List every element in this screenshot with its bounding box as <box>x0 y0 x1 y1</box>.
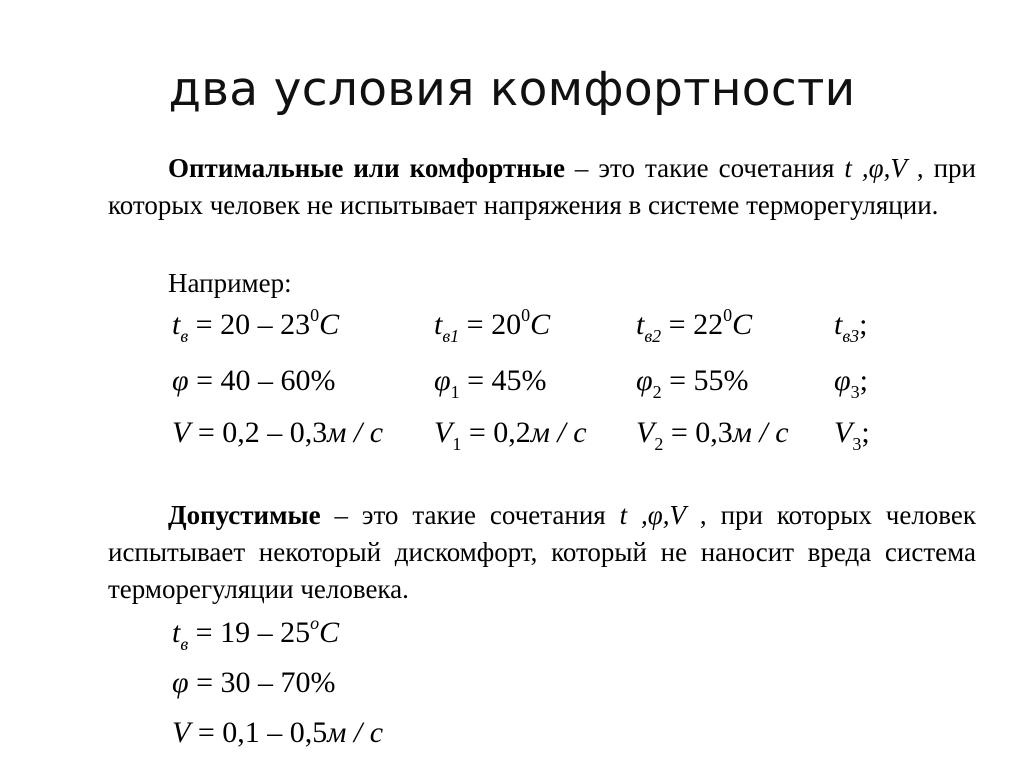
optimal-paragraph <box>108 150 976 224</box>
acceptable-paragraph <box>108 497 976 608</box>
formula-t2: $t_{в2} = 22^0C$ <box>636 305 753 346</box>
acceptable-text-before: – это такие сочетания <box>320 500 620 530</box>
optimal-vars: t ,φ,V <box>844 153 907 183</box>
acceptable-row-temperature <box>172 613 972 668</box>
optimal-term: Оптимальные или комфортные <box>168 153 565 183</box>
formula-phi3: $\varphi_3$; <box>834 364 868 402</box>
formula-phi: φ = 40 – 60% <box>172 364 336 397</box>
formula-v: V = 0,2 – 0,3м / с <box>172 416 384 449</box>
formula-t: $t_в = 20 - 23^0C$ <box>172 305 340 346</box>
formula-phi1: $\varphi_1 = 45\%$ <box>434 364 547 402</box>
acceptable-row-velocity <box>172 716 972 768</box>
formula-v3: $V_3$; <box>834 416 870 454</box>
formula-t1: $t_{в1} = 20^0C$ <box>434 305 551 346</box>
formula-v2: $V_2 = 0,3м / с$ <box>636 416 789 454</box>
optimal-row-temperature <box>172 305 972 360</box>
optimal-row-humidity <box>172 364 972 416</box>
acceptable-text-after: , при которых человек испытывает некоторый дискомфорт, который не наносит вреда система терморегуляции человека. <box>108 500 976 604</box>
formula-phi2: $\varphi_2 = 55\%$ <box>636 364 749 402</box>
optimal-text-before: – это такие сочетания <box>564 153 845 183</box>
acceptable-row-humidity <box>172 666 972 718</box>
acceptable-term: Допустимые <box>168 500 321 530</box>
example-label: Например: <box>168 268 292 298</box>
optimal-text-after: , при которых человек не испытывает напряжения в системе терморегуляции. <box>108 153 976 220</box>
formula-v1: $V_1 = 0,2м / с$ <box>434 416 587 454</box>
optimal-row-velocity <box>172 416 972 468</box>
formula-acc-t: $t_в = 19 - 25^oC$ <box>172 613 340 654</box>
formula-acc-v: V = 0,1 – 0,5м / с <box>172 716 384 749</box>
acceptable-vars: t ,φ,V <box>619 500 686 530</box>
slide-title: два условия комфортности <box>168 62 856 117</box>
formula-acc-phi: φ = 30 – 70% <box>172 666 336 699</box>
formula-t3: $t_{в3}$; <box>834 308 868 346</box>
